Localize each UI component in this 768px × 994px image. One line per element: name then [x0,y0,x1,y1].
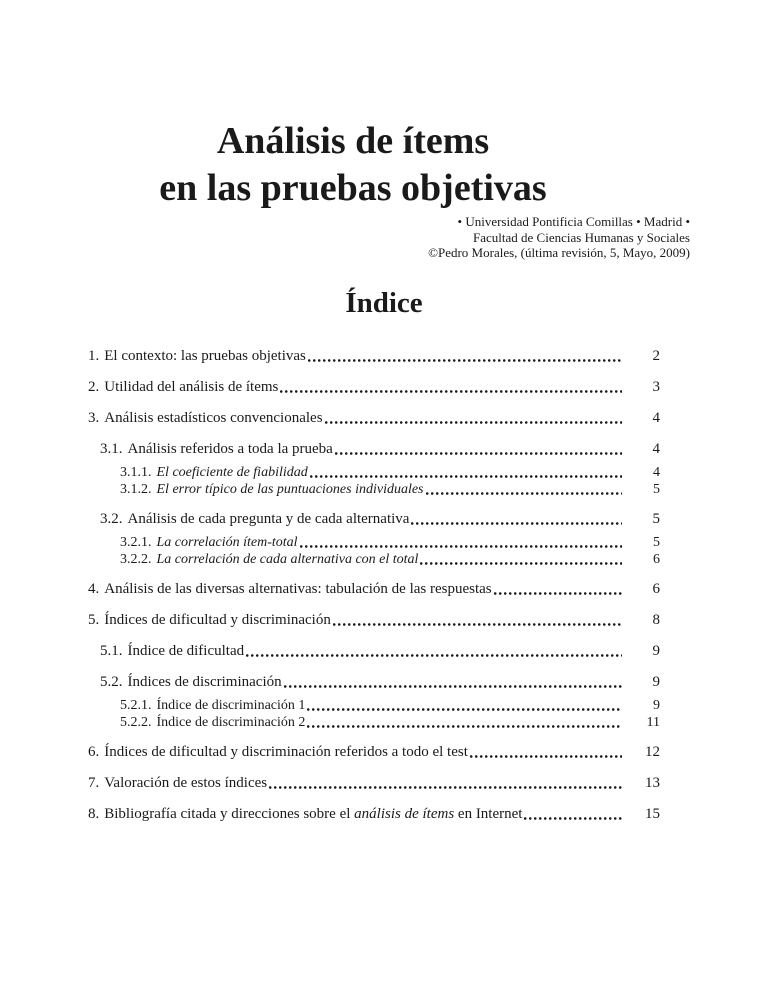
toc-entry-title [100,643,244,660]
credits-line-institution: • Universidad Pontificia Comillas • Madrid • [457,214,690,229]
toc-page-number: 9 [653,697,660,713]
index-heading: Índice [345,286,423,319]
toc-title-italic-segment: El error típico de las puntuaciones individuales [156,481,424,497]
toc-entry-title [88,581,492,598]
toc-entry-title [100,511,409,528]
toc [88,348,660,823]
toc-entry-number: 5.1. [100,642,123,659]
toc-entry-title [88,744,468,761]
toc-dot-leader [280,379,622,396]
toc-entry-number: 3.1.1. [120,464,152,480]
toc-entry [88,714,660,731]
toc-title-segment: Índices de dificultad y discriminación [104,611,331,628]
toc-entry-number: 8. [88,805,100,822]
toc-dot-leader [307,714,622,731]
toc-page-number: 6 [653,551,660,567]
toc-dot-leader [284,674,622,691]
toc-entry-title [120,697,305,714]
toc-page-number: 15 [645,805,660,822]
toc-entry-number: 3.2.2. [120,551,152,567]
toc-entry [88,441,660,458]
toc-entry [88,775,660,792]
toc-title-segment: Utilidad del análisis de ítems [104,378,279,395]
toc-title-italic-segment: La correlación ítem-total [156,534,298,550]
toc-title-segment: Bibliografía citada y direcciones sobre el [104,805,355,822]
toc-dot-leader [246,643,622,660]
toc-page-number: 6 [652,580,660,597]
toc-entry-title [88,612,331,629]
toc-title-segment: Índices de dificultad y discriminación referidos a todo el test [104,743,468,760]
toc-entry-number: 5.2.2. [120,714,152,730]
toc-entry-title [88,775,267,792]
document-title [0,0,706,212]
toc-entry [88,348,660,365]
credits-line-author: ©Pedro Morales, (última revisión, 5, Mayo, 2009) [428,245,690,260]
toc-entry [88,410,660,427]
toc-dot-leader [335,441,622,458]
toc-entry-number: 5.2.1. [120,697,152,713]
toc-entry [88,612,660,629]
toc-page-number: 13 [645,774,660,791]
toc-title-segment: Índice de discriminación 2 [156,714,306,730]
toc-dot-leader [325,410,622,427]
toc-title-italic-segment: La correlación de cada alternativa con el total [156,551,419,567]
toc-title-segment: Análisis referidos a toda la prueba [127,440,333,457]
toc-entry-number: 3.1. [100,440,123,457]
toc-entry [88,551,660,568]
toc-dot-leader [310,464,622,481]
toc-entry-title [88,410,323,427]
toc-entry [88,464,660,481]
toc-page-number: 9 [652,673,660,690]
toc-entry-title [120,551,418,568]
toc-entry-number: 1. [88,347,100,364]
toc-entry [88,511,660,528]
toc-title-segment: Índices de discriminación [127,673,282,690]
toc-entry-title [100,441,333,458]
toc-dot-leader [494,581,622,598]
toc-title-segment: en Internet [454,805,523,822]
toc-entry-title [88,348,306,365]
toc-page-number: 12 [645,743,660,760]
toc-entry-number: 3. [88,409,100,426]
toc-dot-leader [420,551,622,568]
document-title-line1: Análisis de ítems [216,120,490,162]
toc-title-segment: Valoración de estos índices [104,774,268,791]
toc-entry-number: 5.2. [100,673,123,690]
toc-entry-title [100,674,282,691]
toc-entry-number: 2. [88,378,100,395]
toc-title-segment: Análisis de las diversas alternativas: tabulación de las respuestas [104,580,492,597]
toc-title-italic-segment: El coeficiente de fiabilidad [156,464,308,480]
toc-entry [88,744,660,761]
toc-title-segment: Índice de discriminación 1 [156,697,306,713]
toc-entry-title [120,534,298,551]
toc-page-number: 8 [652,611,660,628]
toc-page-number: 4 [652,409,660,426]
credits-block [0,214,690,261]
toc-title-segment: Análisis estadísticos convencionales [104,409,323,426]
toc-entry-number: 5. [88,611,100,628]
toc-entry-title [120,481,424,498]
toc-page-number: 3 [652,378,660,395]
document-title-line2: en las pruebas objetivas [159,167,547,209]
toc-title-segment: El contexto: las pruebas objetivas [104,347,306,364]
toc-page-number: 4 [653,464,660,480]
toc-entry-number: 3.1.2. [120,481,152,497]
toc-entry-title [120,714,305,731]
credits-line-faculty: Facultad de Ciencias Humanas y Sociales [473,229,690,245]
toc-dot-leader [308,348,622,365]
toc-dot-leader [524,806,622,823]
toc-entry [88,534,660,551]
toc-page-number: 9 [652,642,660,659]
toc-entry-number: 3.2.1. [120,534,152,550]
toc-entry-number: 3.2. [100,510,123,527]
toc-page-number: 5 [652,510,660,527]
toc-title-segment: Análisis de cada pregunta y de cada alternativa [127,510,410,527]
toc-page-number: 4 [652,440,660,457]
toc-entry [88,481,660,498]
toc-title-italic-segment: análisis de ítems [354,805,455,822]
toc-dot-leader [333,612,622,629]
toc-dot-leader [470,744,622,761]
toc-page-number: 2 [652,347,660,364]
toc-entry [88,379,660,396]
toc-entry-number: 4. [88,580,100,597]
toc-page-number: 5 [653,534,660,550]
toc-title-segment: Índice de dificultad [127,642,245,659]
toc-page-number: 11 [646,714,660,730]
toc-entry-number: 6. [88,743,100,760]
toc-entry-number: 7. [88,774,100,791]
toc-entry-title [120,464,308,481]
toc-entry [88,806,660,823]
toc-dot-leader [300,534,622,551]
toc-entry-title [88,379,278,396]
toc-entry [88,643,660,660]
toc-entry [88,581,660,598]
toc-page-number: 5 [653,481,660,497]
toc-entry [88,697,660,714]
toc-dot-leader [307,697,622,714]
toc-dot-leader [426,481,622,498]
toc-dot-leader [411,511,622,528]
toc-entry [88,674,660,691]
toc-dot-leader [269,775,622,792]
toc-entry-title [88,806,522,823]
